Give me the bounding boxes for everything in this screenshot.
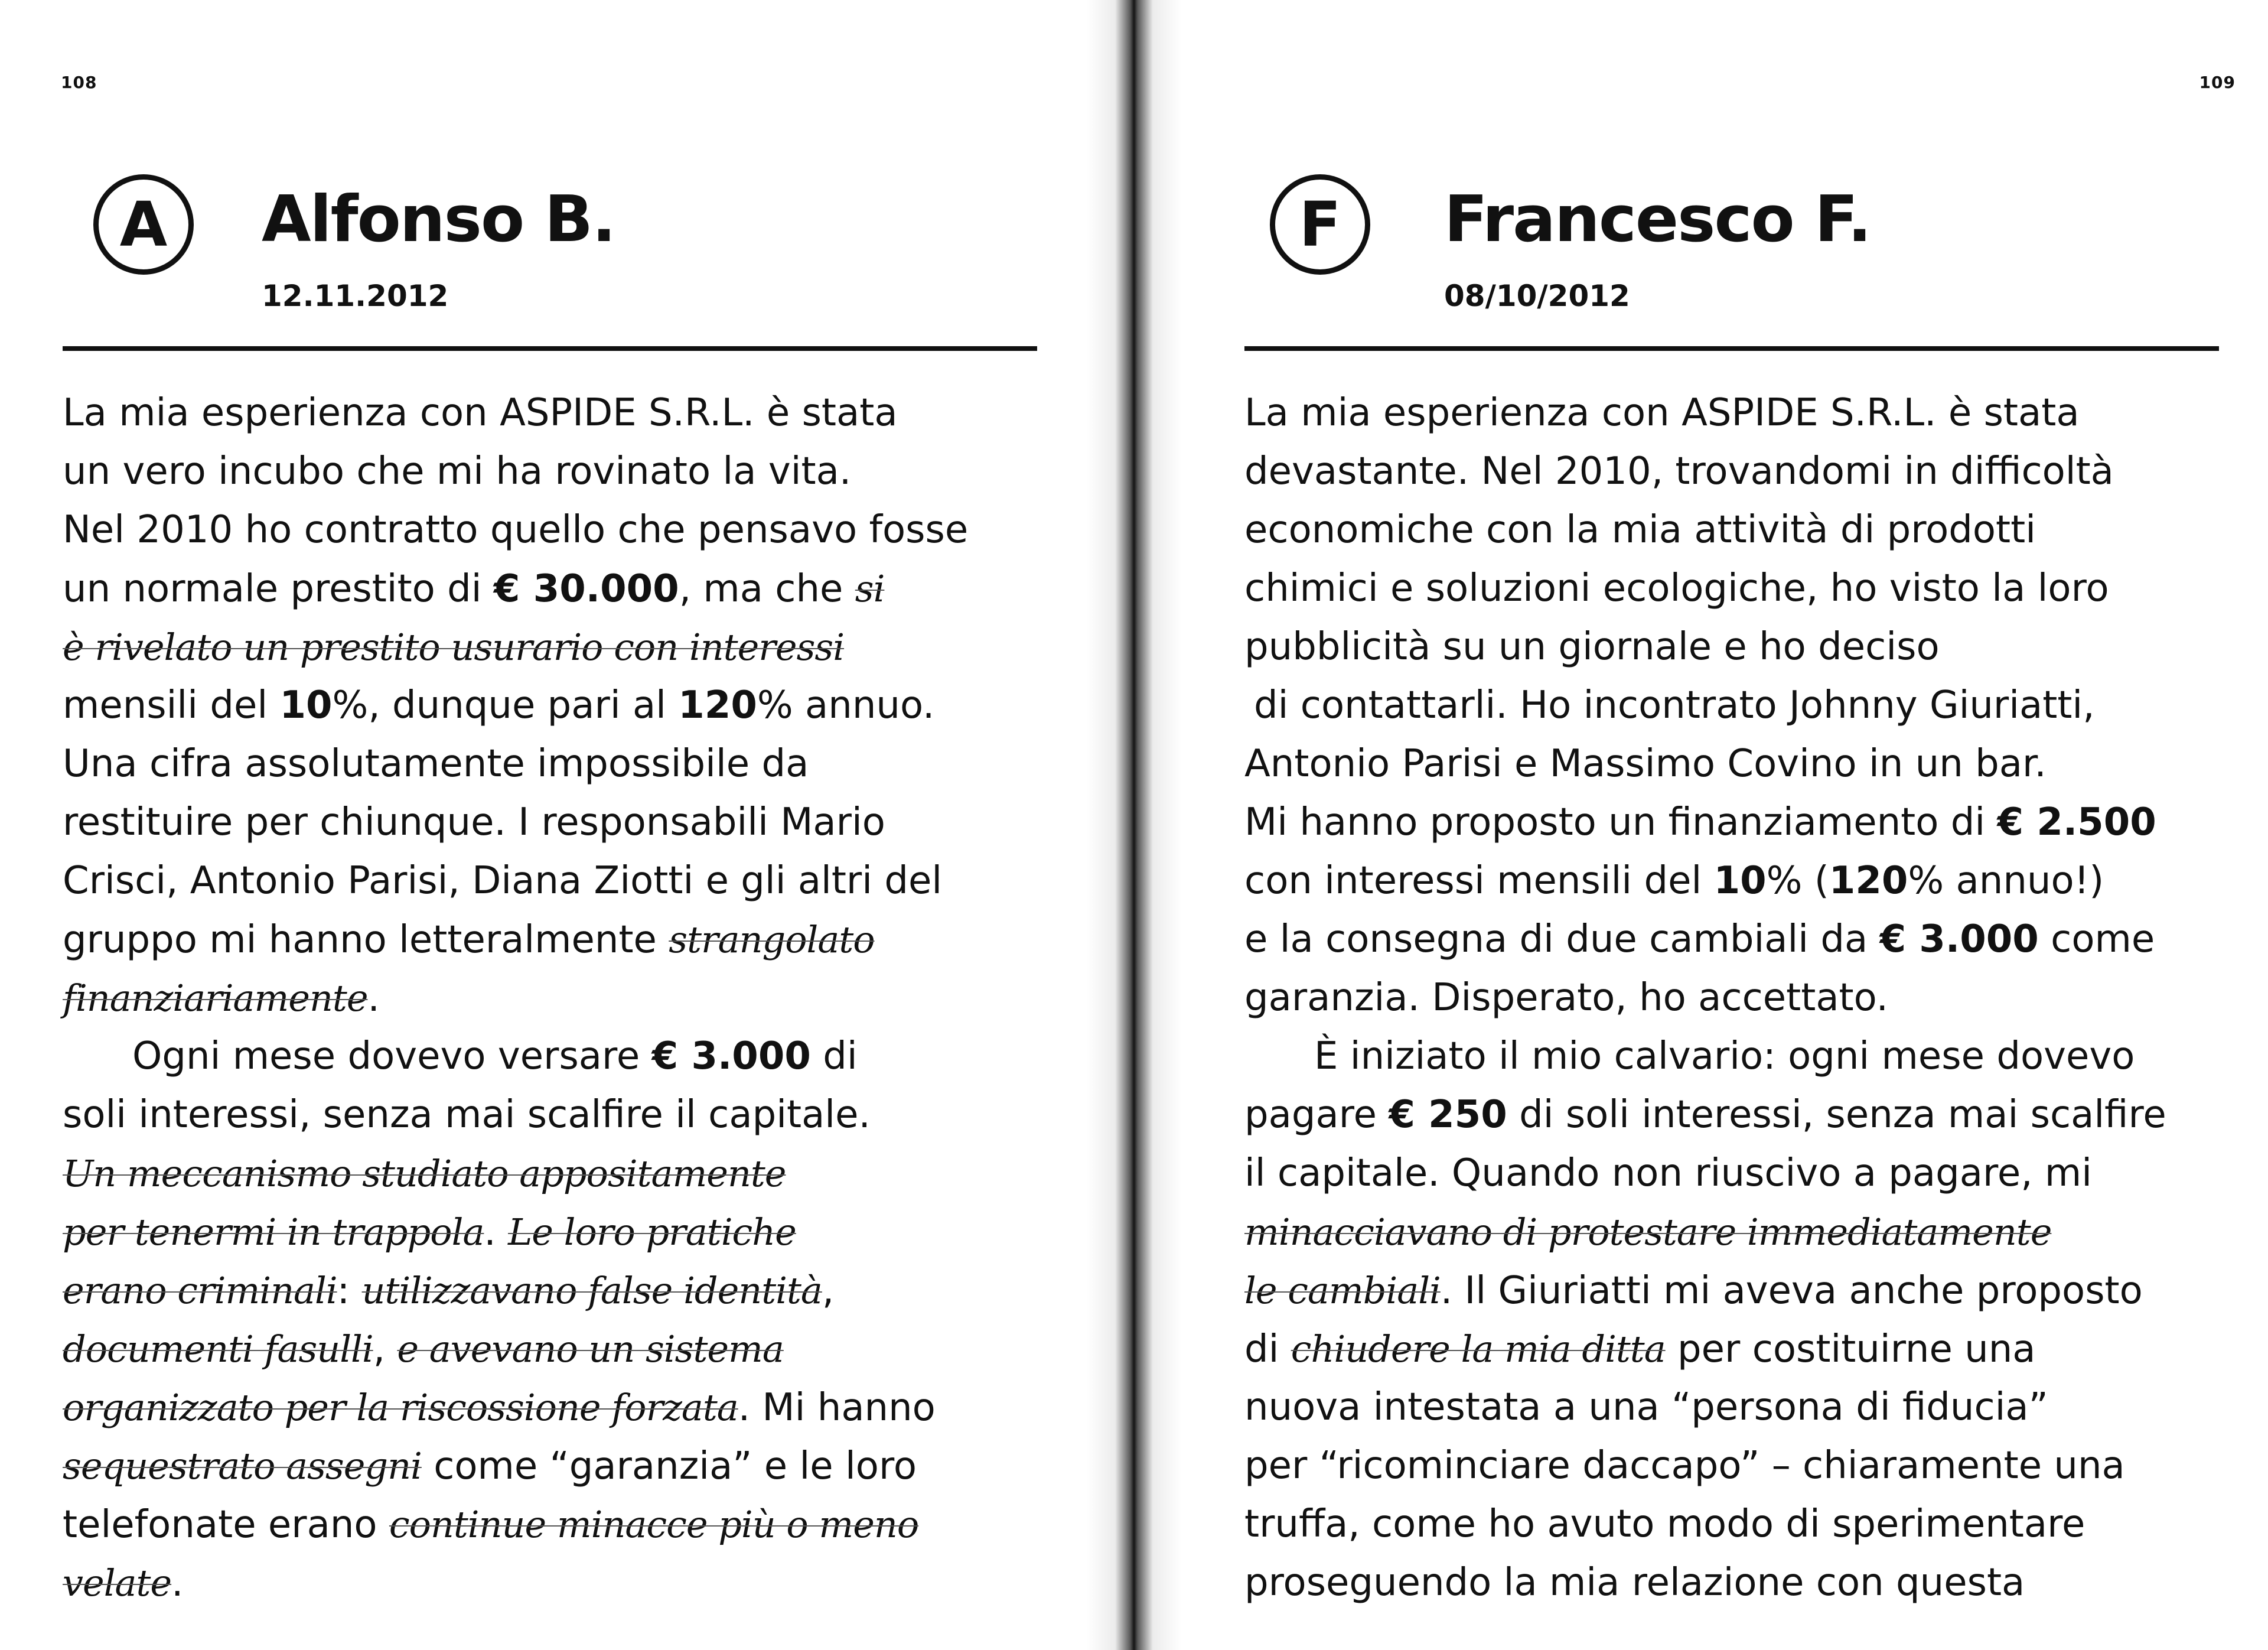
testimony-date: 08/10/2012 bbox=[1444, 279, 1630, 313]
page-number: 108 bbox=[61, 73, 97, 92]
text-run: . bbox=[171, 1561, 184, 1605]
page-number: 109 bbox=[2199, 73, 2236, 92]
text-line bbox=[63, 1437, 1055, 1495]
text-run: come “garanzia” e le loro bbox=[421, 1444, 917, 1488]
emphasis-text: è rivelato un prestito usurario con interessi bbox=[63, 626, 845, 669]
text-run: mensili del bbox=[63, 684, 280, 727]
text-run: . Il Giuriatti mi aveva anche proposto bbox=[1440, 1269, 2143, 1313]
text-line bbox=[63, 1027, 1055, 1086]
text-line bbox=[63, 1261, 1055, 1320]
emphasis-text: Un meccanismo studiato appositamente bbox=[63, 1152, 786, 1195]
bold-text: € 3.000 bbox=[651, 1034, 811, 1078]
text-line bbox=[63, 1203, 1055, 1261]
initial-letter: A bbox=[119, 188, 168, 261]
text-run: di contattarli. Ho incontrato Johnny Giuriatti, bbox=[1254, 684, 2095, 727]
text-run: La mia esperienza con ASPIDE S.R.L. è stata bbox=[63, 391, 898, 435]
emphasis-text: chiudere la mia ditta bbox=[1291, 1327, 1666, 1371]
bold-text: € 2.500 bbox=[1997, 800, 2156, 844]
text-line bbox=[1244, 1027, 2243, 1086]
emphasis-text: organizzato per la riscossione forzata bbox=[63, 1386, 738, 1429]
emphasis-text: si bbox=[855, 567, 885, 610]
text-line bbox=[63, 852, 1055, 910]
text-line bbox=[1244, 618, 2243, 676]
text-run: un normale prestito di bbox=[63, 567, 494, 611]
testimony-text bbox=[63, 384, 1055, 1612]
text-run: economiche con la mia attività di prodotti bbox=[1244, 508, 2036, 552]
testimony-text bbox=[1244, 384, 2243, 1612]
initial-letter: F bbox=[1299, 188, 1341, 261]
text-line bbox=[1244, 910, 2243, 969]
text-line bbox=[63, 559, 1055, 618]
emphasis-text: erano criminali bbox=[63, 1269, 337, 1312]
header-rule bbox=[63, 346, 1037, 351]
text-run: % ( bbox=[1766, 859, 1829, 903]
text-run: come bbox=[2038, 917, 2155, 961]
right-page bbox=[1134, 0, 2268, 1650]
bold-text: € 250 bbox=[1389, 1093, 1507, 1137]
emphasis-text: e avevano un sistema bbox=[397, 1327, 784, 1371]
text-line bbox=[63, 501, 1055, 559]
text-run: con interessi mensili del bbox=[1244, 859, 1714, 903]
text-run: È iniziato il mio calvario: ogni mese dovevo bbox=[1314, 1034, 2135, 1078]
emphasis-text: Le loro pratiche bbox=[508, 1210, 796, 1254]
text-run: % annuo. bbox=[757, 684, 935, 727]
text-line bbox=[1244, 501, 2243, 559]
text-run: per “ricominciare daccapo” – chiaramente una bbox=[1244, 1444, 2125, 1488]
text-run: chimici e soluzioni ecologiche, ho visto la loro bbox=[1244, 567, 2109, 610]
text-run: Mi hanno proposto un finanziamento di bbox=[1244, 800, 1997, 844]
text-run: % annuo!) bbox=[1908, 859, 2104, 903]
text-line bbox=[63, 793, 1055, 852]
text-line bbox=[1244, 442, 2243, 501]
emphasis-text: velate bbox=[63, 1561, 172, 1605]
text-line bbox=[1244, 1378, 2243, 1437]
text-run: e la consegna di due cambiali da bbox=[1244, 917, 1880, 961]
text-line bbox=[63, 676, 1055, 735]
text-line bbox=[1244, 735, 2243, 793]
text-run: , ma che bbox=[679, 567, 855, 611]
text-line bbox=[63, 969, 1055, 1027]
bold-text: 10 bbox=[279, 684, 333, 727]
text-line bbox=[63, 618, 1055, 676]
emphasis-text: strangolato bbox=[669, 918, 875, 961]
text-run: garanzia. Disperato, ho accettato. bbox=[1244, 976, 1888, 1020]
initial-badge bbox=[93, 174, 194, 275]
emphasis-text: utilizzavano false identità bbox=[361, 1269, 822, 1312]
text-line bbox=[1244, 1086, 2243, 1144]
bold-text: € 3.000 bbox=[1879, 917, 2039, 961]
text-line bbox=[1244, 1203, 2243, 1261]
bold-text: 120 bbox=[678, 684, 757, 727]
text-line bbox=[63, 384, 1055, 442]
bold-text: 10 bbox=[1713, 859, 1767, 903]
text-run: %, dunque pari al bbox=[332, 684, 679, 727]
bold-text: € 30.000 bbox=[493, 567, 679, 611]
text-run: di bbox=[1244, 1327, 1291, 1371]
text-run: : bbox=[337, 1269, 362, 1313]
text-run: Antonio Parisi e Massimo Covino in un bar. bbox=[1244, 742, 2047, 786]
text-run: nuova intestata a una “persona di fiducia” bbox=[1244, 1385, 2048, 1429]
text-line bbox=[1244, 559, 2243, 618]
text-line bbox=[1244, 1261, 2243, 1320]
text-run: , bbox=[373, 1327, 397, 1371]
text-line bbox=[1244, 852, 2243, 910]
emphasis-text: minacciavano di protestare immediatamente bbox=[1244, 1210, 2052, 1254]
person-name: Alfonso B. bbox=[262, 183, 615, 256]
text-run: truffa, come ho avuto modo di sperimentare bbox=[1244, 1502, 2085, 1546]
bold-text: 120 bbox=[1829, 859, 1908, 903]
emphasis-text: sequestrato assegni bbox=[63, 1444, 422, 1488]
text-run: gruppo mi hanno letteralmente bbox=[63, 918, 669, 962]
text-line bbox=[63, 1554, 1055, 1612]
text-line bbox=[1244, 1554, 2243, 1612]
text-line bbox=[1244, 969, 2243, 1027]
text-line bbox=[1244, 1437, 2243, 1495]
text-run: il capitale. Quando non riuscivo a pagare, mi bbox=[1244, 1151, 2093, 1195]
text-line bbox=[63, 1495, 1055, 1554]
header-rule bbox=[1244, 346, 2219, 351]
text-run: La mia esperienza con ASPIDE S.R.L. è stata bbox=[1244, 391, 2080, 435]
text-run: pagare bbox=[1244, 1093, 1389, 1137]
text-run: di soli interessi, senza mai scalfire bbox=[1507, 1093, 2166, 1137]
text-run: Ogni mese dovevo versare bbox=[132, 1034, 652, 1078]
text-line bbox=[1244, 1320, 2243, 1378]
text-run: di bbox=[810, 1034, 858, 1078]
initial-badge bbox=[1270, 174, 1370, 275]
text-run: Nel 2010 ho contratto quello che pensavo fosse bbox=[63, 508, 969, 552]
emphasis-text: documenti fasulli bbox=[63, 1327, 373, 1371]
text-run: . bbox=[484, 1210, 509, 1254]
text-line bbox=[63, 1144, 1055, 1203]
emphasis-text: finanziariamente bbox=[63, 977, 368, 1020]
text-line bbox=[63, 1086, 1055, 1144]
text-line bbox=[1244, 676, 2243, 735]
text-run: un vero incubo che mi ha rovinato la vita. bbox=[63, 450, 852, 493]
text-run: . bbox=[367, 977, 380, 1020]
text-run: telefonate erano bbox=[63, 1503, 389, 1547]
text-run: pubblicità su un giornale e ho deciso bbox=[1244, 625, 1940, 669]
text-line bbox=[1244, 384, 2243, 442]
text-run: . Mi hanno bbox=[738, 1386, 936, 1430]
text-line bbox=[63, 910, 1055, 969]
text-line bbox=[63, 735, 1055, 793]
text-run: Una cifra assolutamente impossibile da bbox=[63, 742, 809, 786]
emphasis-text: le cambiali bbox=[1244, 1269, 1441, 1312]
text-run: per costituirne una bbox=[1665, 1327, 2036, 1371]
text-line bbox=[1244, 1495, 2243, 1554]
emphasis-text: continue minacce più o meno bbox=[389, 1503, 919, 1546]
text-run: restituire per chiunque. I responsabili Mario bbox=[63, 800, 885, 844]
testimony-date: 12.11.2012 bbox=[262, 279, 449, 313]
text-line bbox=[63, 442, 1055, 501]
text-run: devastante. Nel 2010, trovandomi in difficoltà bbox=[1244, 450, 2114, 493]
emphasis-text: per tenermi in trappola bbox=[63, 1210, 484, 1254]
person-name: Francesco F. bbox=[1444, 183, 1871, 256]
text-run: , bbox=[822, 1269, 835, 1313]
text-line bbox=[1244, 1144, 2243, 1203]
text-run: proseguendo la mia relazione con questa bbox=[1244, 1561, 2025, 1605]
text-line bbox=[1244, 793, 2243, 852]
text-run: soli interessi, senza mai scalfire il capitale. bbox=[63, 1093, 871, 1137]
text-run: Crisci, Antonio Parisi, Diana Ziotti e gli altri del bbox=[63, 859, 943, 903]
text-line bbox=[63, 1378, 1055, 1437]
text-line bbox=[63, 1320, 1055, 1378]
